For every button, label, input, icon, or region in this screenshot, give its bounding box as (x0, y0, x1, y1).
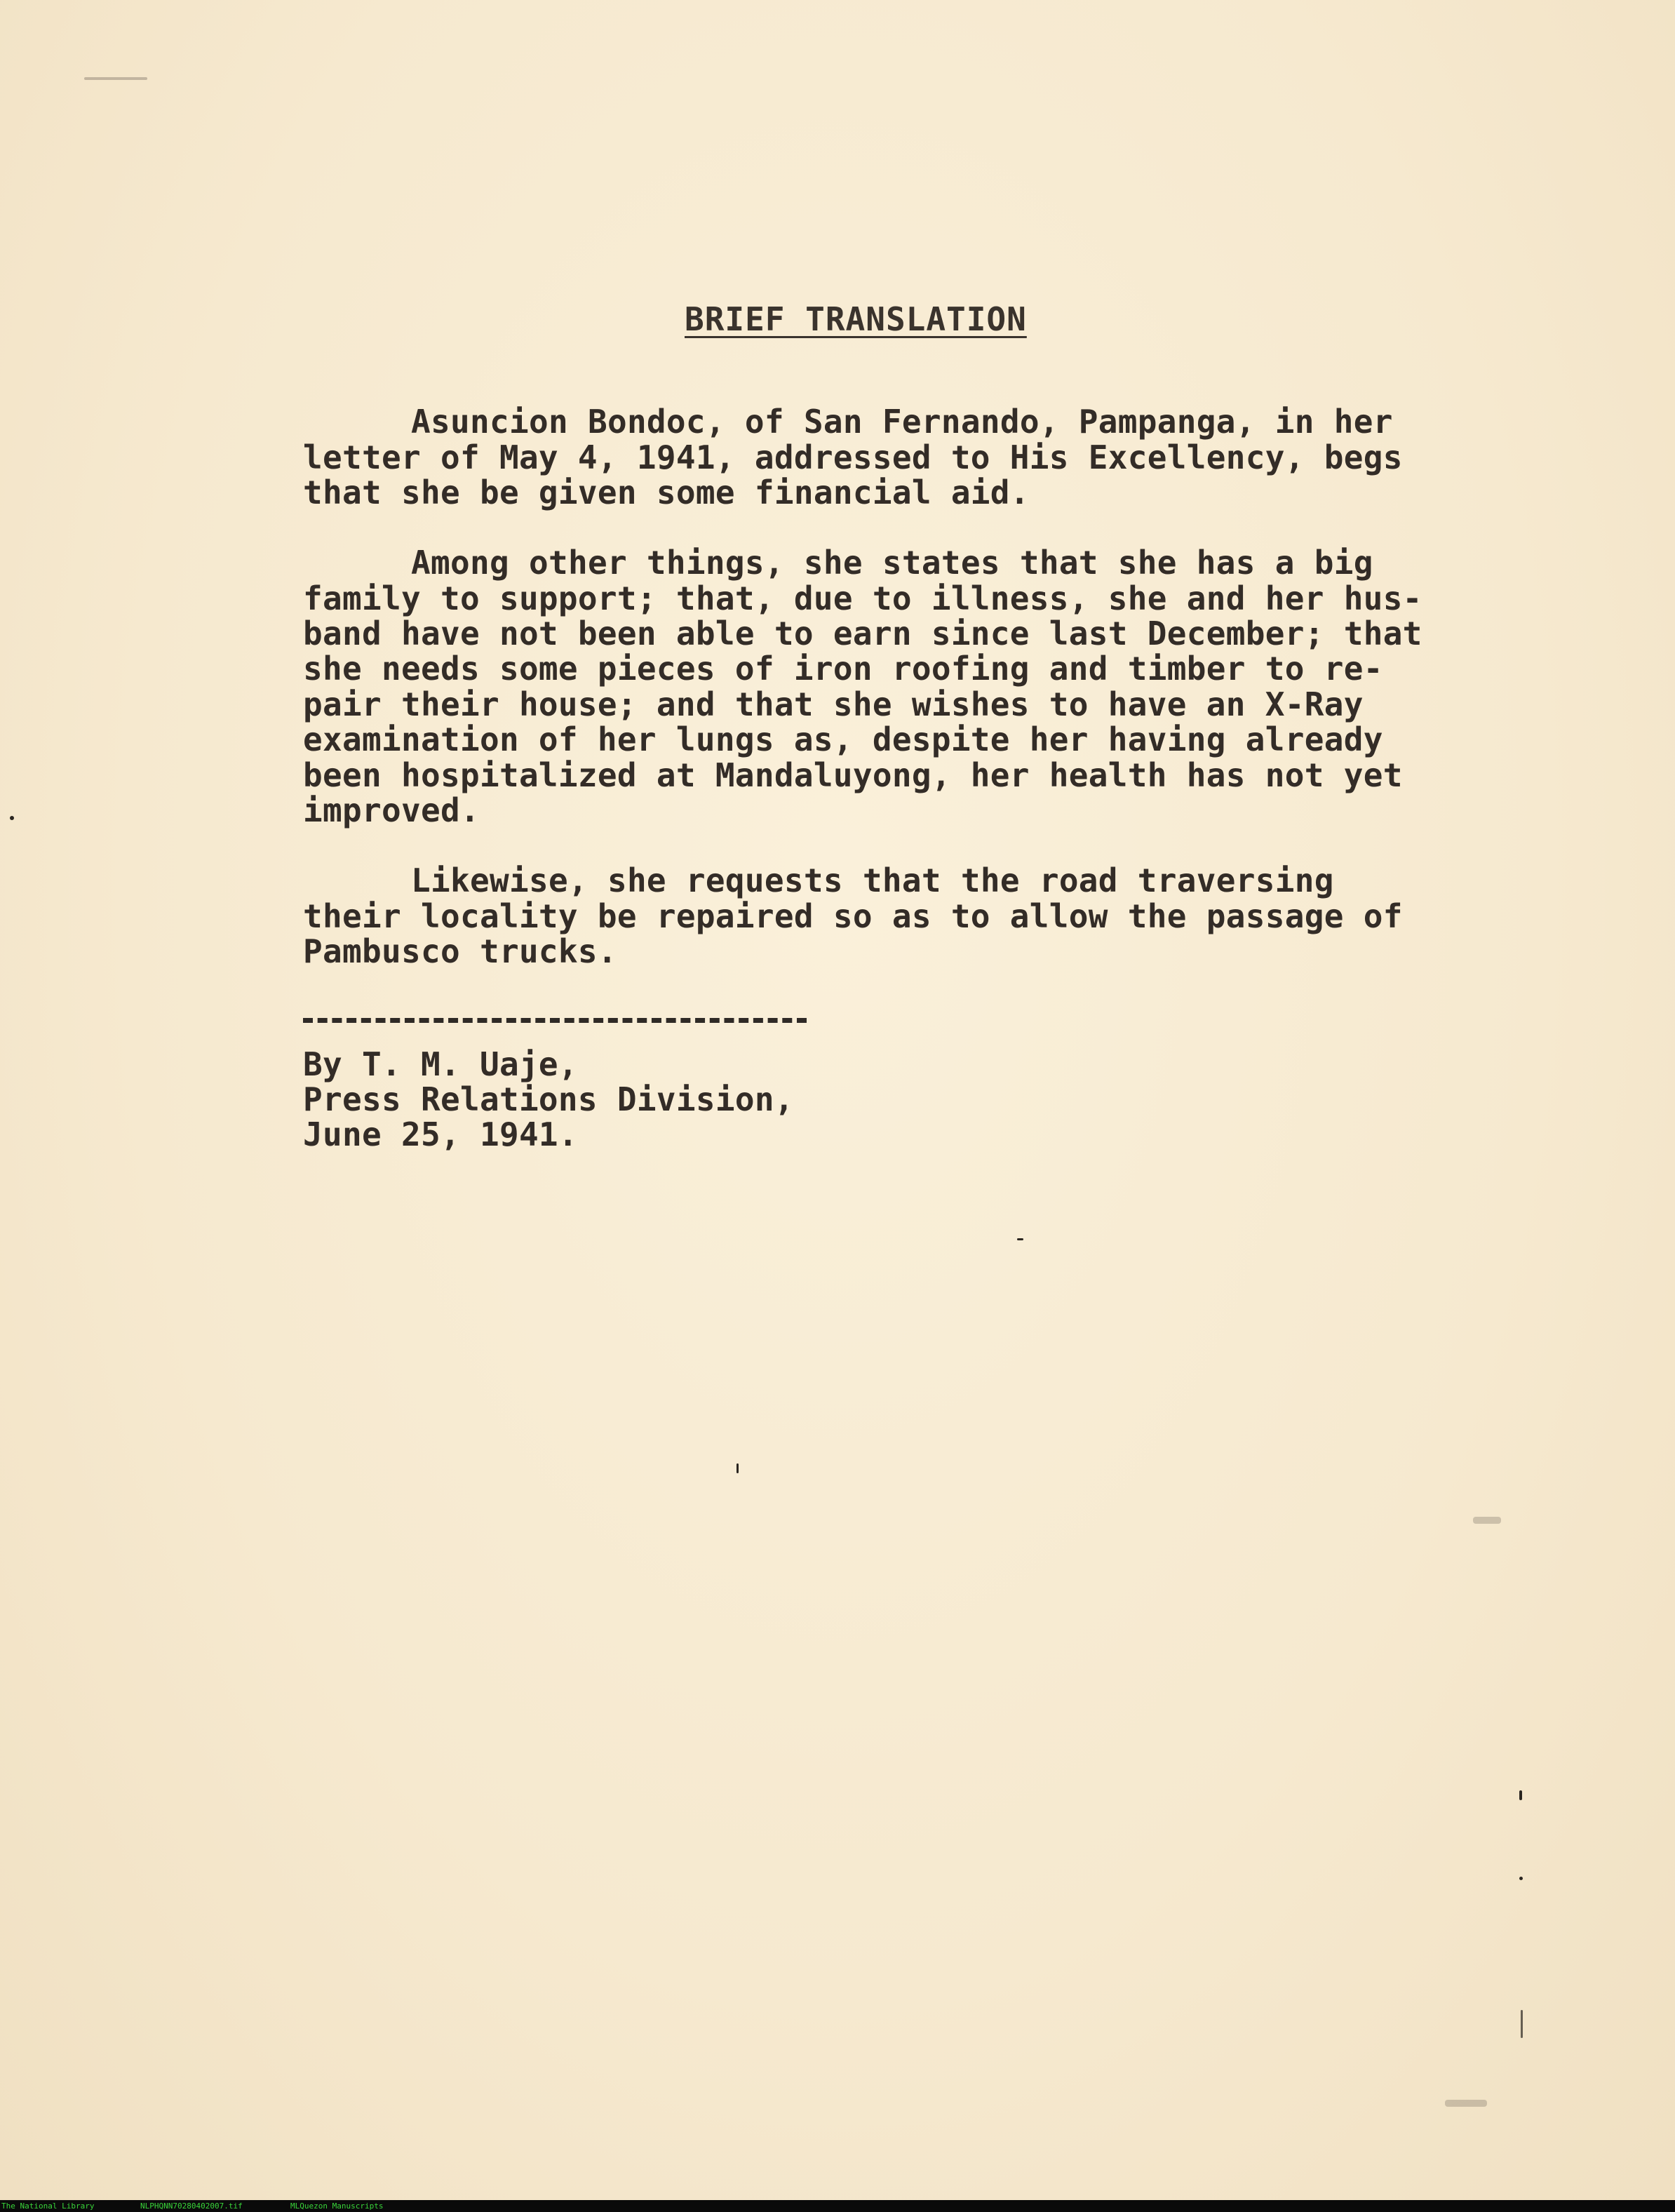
signature-separator (303, 1018, 807, 1023)
paper-speck (84, 77, 147, 80)
paper-speck (10, 816, 14, 820)
paragraph-2-line: pair their house; and that she wishes to have an X-Ray (303, 685, 1364, 723)
paper-speck (1473, 1517, 1501, 1524)
paper-speck (736, 1463, 739, 1473)
paragraph-1-line: that she be given some financial aid. (303, 474, 1030, 511)
signature-line: By T. M. Uaje, (303, 1045, 578, 1083)
paper-speck (1445, 2100, 1487, 2107)
paragraph-3-line: Likewise, she requests that the road traversing (411, 862, 1334, 899)
paper-speck (1521, 2010, 1523, 2038)
document-title: BRIEF TRANSLATION (685, 300, 1027, 338)
paper-speck (1017, 1238, 1023, 1240)
paragraph-2-line: been hospitalized at Mandaluyong, her health has not yet (303, 756, 1403, 794)
paragraph-2-line: examination of her lungs as, despite her having already (303, 720, 1383, 758)
paragraph-1-line: letter of May 4, 1941, addressed to His Excellency, begs (303, 438, 1403, 476)
footer-library: The National Library (1, 2201, 95, 2211)
archive-footer-bar (0, 2200, 1675, 2212)
paper-speck (1519, 1790, 1522, 1800)
signature-line: Press Relations Division, (303, 1080, 794, 1118)
paragraph-2-line: Among other things, she states that she has a big (411, 544, 1373, 582)
paragraph-1-line: Asuncion Bondoc, of San Fernando, Pampanga, in her (411, 403, 1393, 441)
paragraph-3-line: Pambusco trucks. (303, 932, 617, 970)
paper-speck (1519, 1877, 1523, 1880)
signature-line: June 25, 1941. (303, 1115, 578, 1153)
paragraph-2-line: improved. (303, 791, 480, 829)
footer-collection: MLQuezon Manuscripts (290, 2201, 384, 2211)
paragraph-2-line: family to support; that, due to illness, she and her hus- (303, 579, 1422, 617)
paragraph-2-line: band have not been able to earn since last December; that (303, 615, 1422, 652)
footer-file: NLPHQNN70280402007.tif (140, 2201, 243, 2211)
paragraph-2-line: she needs some pieces of iron roofing and timber to re- (303, 650, 1383, 688)
paragraph-3-line: their locality be repaired so as to allow the passage of (303, 897, 1403, 935)
